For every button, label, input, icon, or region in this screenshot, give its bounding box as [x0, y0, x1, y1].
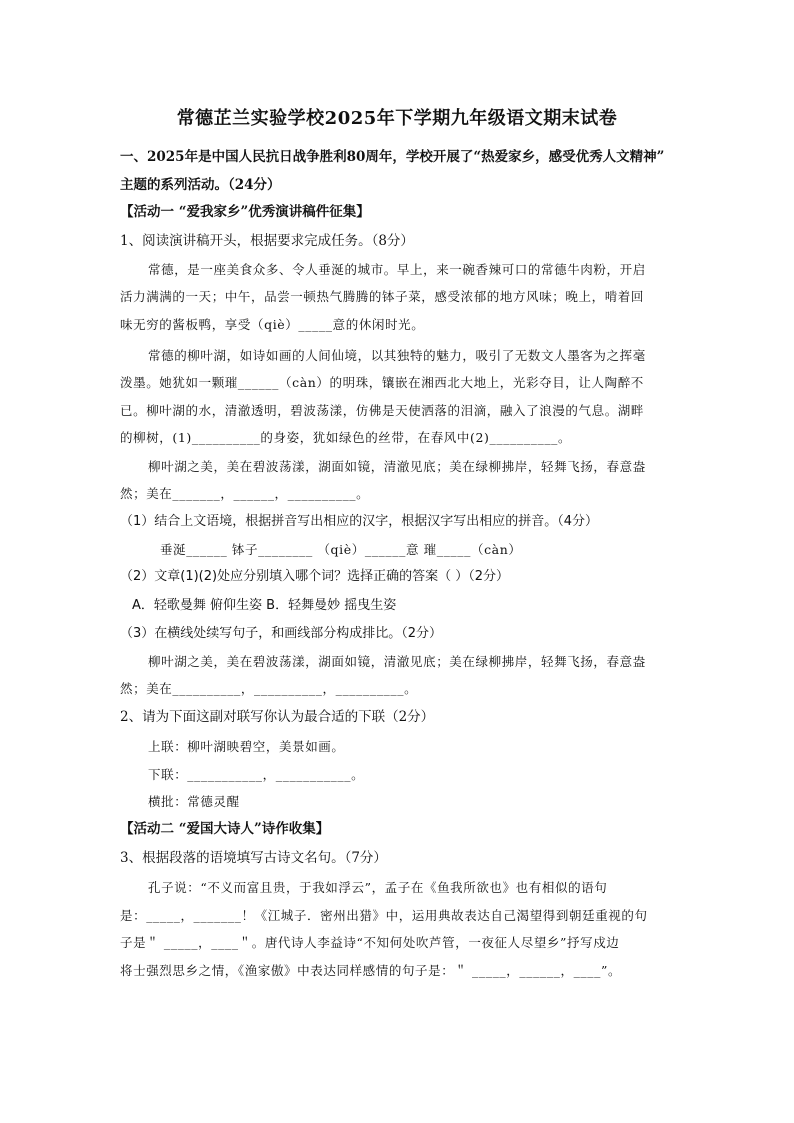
question-2-prompt: 2、请为下面这副对联写你认为最合适的下联（2分） — [120, 709, 435, 725]
activity-one-heading: 【活动一 “爱我家乡”优秀演讲稿件征集】 — [120, 204, 370, 220]
poetry-line-4: 将士强烈思乡之情，《渔家傲》中表达同样感情的句子是：＂ _____，______，____”。 — [120, 963, 622, 978]
subquestion-1: （1）结合上文语境，根据拼音写出相应的汉字，根据汉字写出相应的拼音。（4分） — [120, 514, 599, 529]
poetry-line-3: 子是＂ _____，____＂。唐代诗人李益诗“不知何处吹芦管，一夜征人尽望乡”抒写戍边 — [120, 935, 620, 950]
subquestion-3-line-2: 然；美在__________，__________，__________。 — [120, 681, 418, 696]
page-title: 常德芷兰实验学校2025年下学期九年级语文期末试卷 — [176, 108, 618, 129]
passage-line-6: 已。柳叶湖的水，清澈透明，碧波荡漾，仿佛是天使洒落的泪滴，融入了浪漫的气息。湖畔 — [120, 403, 645, 418]
subquestion-2: （2）文章(1)(2)处应分别填入哪个词？选择正确的答案（ ）（2分） — [120, 569, 510, 584]
passage-line-9: 然；美在_______，______，__________。 — [120, 486, 370, 501]
passage-line-7: 的柳树，(1)__________的身姿，犹如绿色的丝带，在春风中(2)__________。 — [120, 430, 572, 445]
poetry-line-1: 孔子说：“不义而富且贵，于我如浮云”，孟子在《鱼我所欲也》也有相似的语句 — [148, 880, 608, 895]
passage-line-5: 泼墨。她犹如一颗璀______（càn）的明珠，镶嵌在湘西北大地上，光彩夺目，让人陶醉不 — [120, 375, 644, 390]
passage-line-1: 常德，是一座美食众多、令人垂涎的城市。早上，来一碗香辣可口的常德牛肉粉，开启 — [148, 262, 646, 277]
couplet-upper: 上联：柳叶湖映碧空，美景如画。 — [148, 739, 345, 754]
passage-line-8: 柳叶湖之美，美在碧波荡漾，湖面如镜，清澈见底；美在绿柳拂岸，轻舞飞扬，春意盎 — [148, 459, 646, 474]
poetry-line-2: 是：_____，_______！《江城子．密州出猎》中，运用典故表达自己渴望得到朝廷重视的句 — [120, 908, 648, 923]
question-intro-line-2: 主题的系列活动。（24分） — [120, 177, 281, 193]
activity-two-heading: 【活动二 “爱国大诗人”诗作收集】 — [120, 821, 330, 837]
couplet-lower: 下联：___________，___________。 — [148, 767, 365, 782]
question-1-prompt: 1、阅读演讲稿开头，根据要求完成任务。（8分） — [120, 233, 414, 249]
passage-line-4: 常德的柳叶湖，如诗如画的人间仙境，以其独特的魅力，吸引了无数文人墨客为之挥毫 — [148, 348, 646, 363]
question-intro-line-1: 一、2025年是中国人民抗日战争胜利80周年，学校开展了“热爱家乡，感受优秀人文精神” — [120, 149, 665, 165]
subquestion-1-blanks: 垂涎______ 钵子________ （qiè）______意 璀_____（càn） — [160, 542, 522, 557]
subquestion-2-options: A．轻歌曼舞 俯仰生姿 B．轻舞曼妙 摇曳生姿 — [132, 598, 397, 613]
passage-line-2: 活力满满的一天；中午，品尝一顿热气腾腾的钵子菜，感受浓郁的地方风味；晚上，啃着回 — [120, 289, 645, 304]
couplet-banner: 横批：常德灵醒 — [148, 794, 240, 809]
subquestion-3-line-1: 柳叶湖之美，美在碧波荡漾，湖面如镜，清澈见底；美在绿柳拂岸，轻舞飞扬，春意盎 — [148, 654, 646, 669]
subquestion-3: （3）在横线处续写句子，和画线部分构成排比。（2分） — [120, 626, 443, 641]
passage-line-3: 味无穷的酱板鸭，享受（qiè）_____意的休闲时光。 — [120, 317, 425, 332]
question-3-prompt: 3、根据段落的语境填写古诗文名句。（7分） — [120, 850, 387, 866]
